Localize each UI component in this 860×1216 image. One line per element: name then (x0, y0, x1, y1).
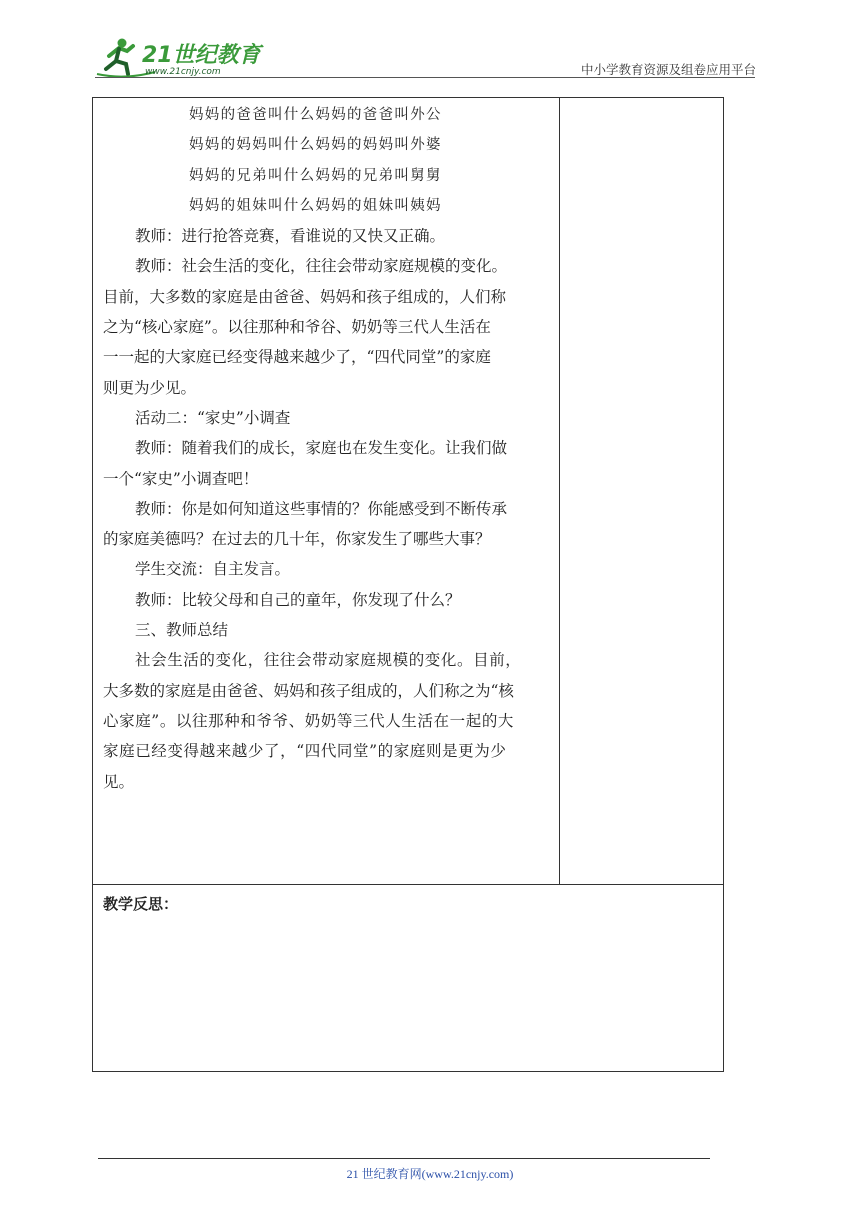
site-logo (95, 36, 265, 78)
text-line: 的家庭美德吗？在过去的几十年，你家发生了哪些大事？ (103, 530, 491, 549)
platform-name: 中小学教育资源及组卷应用平台 (580, 62, 756, 77)
text-line: 之为“核心家庭”。以往那种和爷谷、奶奶等三代人生活在 (103, 318, 491, 337)
activity-heading: 活动二：“家史”小调查 (135, 408, 291, 427)
text-line: 见。 (103, 772, 135, 791)
text-line: 教师：你是如何知道这些事情的？你能感受到不断传承 (135, 499, 508, 518)
text-line: 妈妈的妈妈叫什么妈妈的妈妈叫外婆 (189, 137, 442, 154)
text-line: 一一起的大家庭已经变得越来越少了，“四代同堂”的家庭 (103, 348, 491, 367)
logo-url: www.21cnjy.com (145, 67, 221, 77)
text-line: 教师：社会生活的变化，往往会带动家庭规模的变化。 (135, 257, 508, 276)
text-line: 社会生活的变化，往往会带动家庭规模的变化。目前， (135, 651, 522, 670)
text-line: 家庭已经变得越来越少了，“四代同堂”的家庭则是更为少 (103, 742, 507, 761)
text-line: 目前，大多数的家庭是由爸爸、妈妈和孩子组成的，人们称 (103, 287, 507, 306)
text-line: 教师：随着我们的成长，家庭也在发生变化。让我们做 (135, 439, 508, 458)
reflection-title: 教学反思： (103, 895, 179, 913)
lesson-content-cell (93, 98, 560, 884)
header-divider (95, 77, 755, 78)
text-line: 一个“家史”小调查吧！ (103, 469, 259, 488)
text-line: 妈妈的爸爸叫什么妈妈的爸爸叫外公 (189, 107, 442, 123)
text-line: 大多数的家庭是由爸爸、妈妈和孩子组成的，人们称之为“核 (103, 681, 514, 700)
text-line: 教师：进行抢答竞赛，看谁说的又快又正确。 (135, 227, 446, 246)
text-line: 心家庭”。以往那种和爷爷、奶奶等三代人生活在一起的大 (103, 711, 515, 730)
text-line: 则更为少见。 (103, 378, 197, 397)
text-line: 教师：比较父母和自己的童年，你发现了什么？ (135, 590, 461, 609)
lesson-text (103, 100, 553, 797)
footer-divider (98, 1158, 710, 1159)
text-line: 妈妈的姐妹叫什么妈妈的姐妹叫姨妈 (189, 197, 442, 214)
reflection-cell (93, 885, 723, 1071)
footer-link[interactable]: 21 世纪教育网(www.21cnjy.com) (346, 1167, 514, 1181)
notes-cell (560, 98, 724, 884)
text-line: 妈妈的兄弟叫什么妈妈的兄弟叫舅舅 (189, 167, 442, 184)
text-line: 学生交流：自主发言。 (135, 560, 291, 579)
lesson-table (92, 97, 724, 1072)
logo-title: 21世纪教育 (142, 43, 261, 68)
section-heading: 三、教师总结 (135, 621, 229, 640)
